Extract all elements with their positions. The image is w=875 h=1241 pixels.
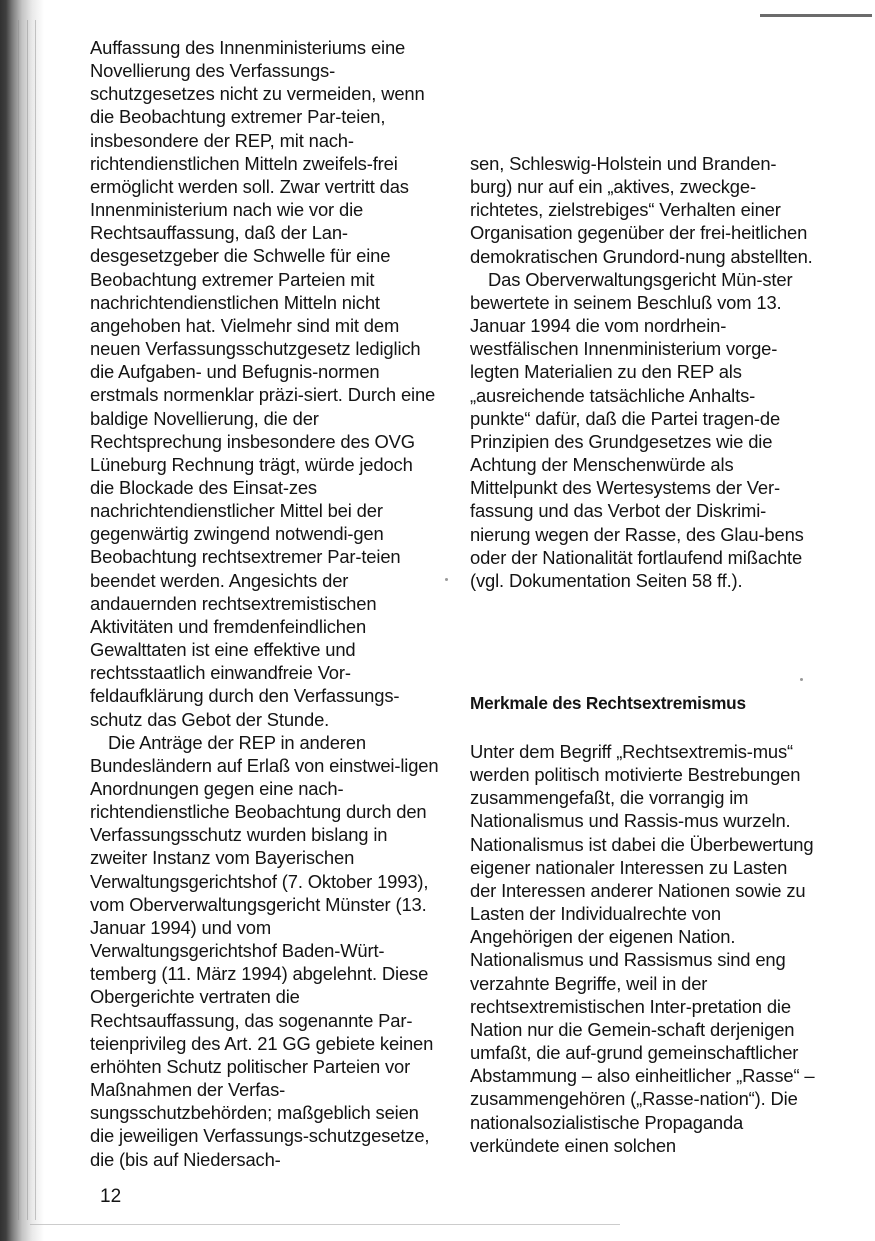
scan-streak — [35, 20, 36, 1220]
page-number: 12 — [100, 1186, 122, 1207]
left-text-column — [90, 36, 440, 1171]
body-paragraph: sen, Schleswig-Holstein und Branden-burg) nur auf ein „aktives, zweckge-richtetes, zielstrebiges“ Verhalten einer Organisation gegenüber der frei-heitlichen demokratischen Grundord-nung abstellten. — [470, 153, 813, 267]
right-text-column — [470, 152, 815, 592]
scan-artifact-line — [30, 1224, 620, 1225]
scan-speck — [800, 678, 803, 681]
scan-streak — [18, 20, 19, 1220]
section-heading: Merkmale des Rechtsextremismus — [470, 693, 746, 713]
scan-speck — [445, 578, 448, 581]
body-paragraph: Auffassung des Innenministeriums eine Novellierung des Verfassungs-schutzgesetzes nicht zu vermeiden, wenn die Beobachtung extremer Par-teien, insbesondere der REP, mit nach-richtendienstlichen Mitteln zweifels-frei ermöglicht werden soll. Zwar vertritt das Innenministerium nach wie vor die Rechtsauffassung, daß der Lan-desgesetzgeber die Schwelle für eine Beobachtung extremer Parteien mit nachrichtendienstlichen Mitteln nicht angehoben hat. Vielmehr sind mit dem neuen Verfassungsschutzgesetz lediglich die Aufgaben- und Befugnis-normen erstmals normenklar präzi-siert. Durch eine baldige Novellierung, die der Rechtsprechung insbesondere des OVG Lüneburg Rechnung trägt, würde jedoch die Blockade des Einsat-zes nachrichtendienstlicher Mittel bei der gegenwärtig zwingend notwendi-gen Beobachtung rechtsextremer Par-teien beendet werden. Angesichts der andauernden rechtsextremistischen Aktivitäten und fremdenfeindlichen Gewalttaten ist eine effektive und rechtsstaatlich einwandfreie Vor-feldaufklärung durch den Verfassungs-schutz das Gebot der Stunde. — [90, 37, 436, 730]
body-paragraph: Unter dem Begriff „Rechtsextremis-mus“ werden politisch motivierte Bestrebungen zusammengefaßt, die vorrangig im Nationalismus und Rassis-mus wurzeln. Nationalismus ist dabei die Überbewertung eigener nationaler Interessen zu Lasten der Interessen anderer Nationen sowie zu Lasten der Individualrechte von Angehörigen der eigenen Nation. Nationalismus und Rassismus sind eng verzahnte Begriffe, weil in der rechtsextremistischen Inter-pretation die Nation nur die Gemein-schaft derjenigen umfaßt, die auf-grund gemeinschaftlicher Abstammung – also einheitlicher „Rasse“ – zusammengehören („Rasse-nation“). Die nationalsozialistische Propaganda verkündete einen solchen — [470, 741, 815, 1156]
right-text-column-lower — [470, 740, 815, 1157]
scan-binding-shadow — [0, 0, 44, 1241]
body-paragraph: Das Oberverwaltungsgericht Mün-ster bewertete in seinem Beschluß vom 13. Januar 1994 die vom nordrhein-westfälischen Innenministerium vorge-legten Materialien zu den REP als „ausreichende tatsächliche Anhalts-punkte“ dafür, daß die Partei tragen-de Prinzipien des Grundgesetzes wie die Achtung der Menschenwürde als Mittelpunkt des Wertesystems der Ver-fassung und das Verbot der Diskrimi-nierung wegen der Rasse, des Glau-bens oder der Nationalität fortlaufend mißachte (vgl. Dokumentation Seiten 58 ff.). — [470, 268, 804, 591]
body-paragraph: Die Anträge der REP in anderen Bundesländern auf Erlaß von einstwei-ligen Anordnungen gegen eine nach-richtendienstliche Beobachtung durch den Verfassungsschutz wurden bislang in zweiter Instanz vom Bayerischen Verwaltungsgerichtshof (7. Oktober 1993), vom Oberverwaltungsgericht Münster (13. Januar 1994) und vom Verwaltungsgerichtshof Baden-Würt-temberg (11. März 1994) abgelehnt. Diese Obergerichte vertraten die Rechtsauffassung, das sogenannte Par-teienprivileg des Art. 21 GG gebiete keinen erhöhten Schutz politischer Parteien vor Maßnahmen der Verfas-sungsschutzbehörden; maßgeblich seien die jeweiligen Verfassungs-schutzgesetze, die (bis auf Niedersach- — [90, 731, 439, 1170]
scan-artifact-line — [760, 14, 872, 17]
scan-streak — [27, 20, 28, 1220]
